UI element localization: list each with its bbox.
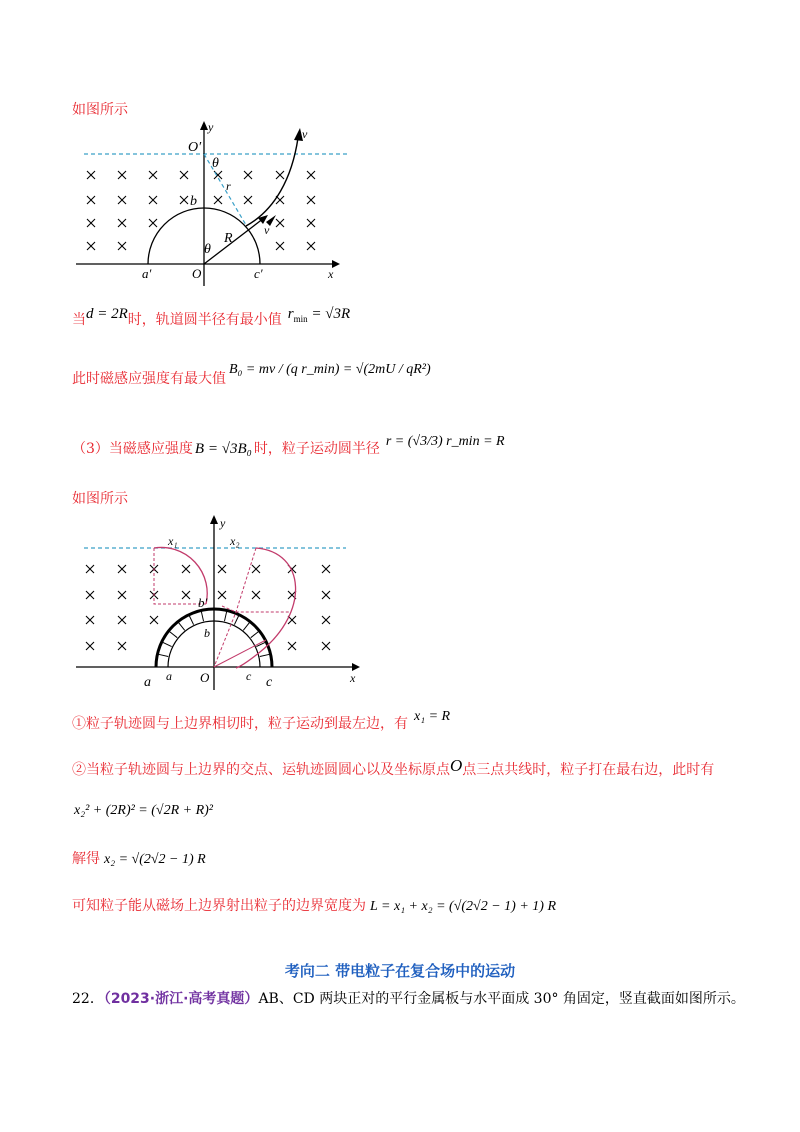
part3-mid-text: 时，粒子运动圆半径: [253, 441, 380, 457]
item-2-text-a: ②当粒子轨迹圆与上边界的交点、运轨迹圆圆心以及坐标原点: [72, 762, 450, 778]
item-2-line: [72, 756, 715, 779]
fig2-b-prime-label: b′: [198, 595, 208, 610]
fig2-origin-label: O: [200, 670, 210, 685]
conclusion-line: [72, 897, 556, 916]
conclusion-text: 可知粒子能从磁场上边界射出粒子的边界宽度为: [72, 898, 366, 914]
fig1-y-label: y: [208, 120, 214, 134]
fig2-c-inner-label: c: [246, 669, 252, 683]
max-field-line: [72, 370, 226, 388]
item-1-text: ①粒子轨迹圆与上边界相切时，粒子运动到最左边，有: [72, 716, 408, 732]
x1-equals-R: x₁ = R: [414, 709, 451, 724]
x2-solution: x₂ = √(2√2 − 1) R: [104, 852, 206, 867]
r-equals-R-formula: r = (√3/3) r_min = R: [385, 434, 505, 449]
fig2-a-outer-label: a: [144, 675, 151, 690]
fig1-r-label: r: [226, 179, 231, 193]
figure-2-boundary-width: [70, 512, 370, 692]
fig2-a-inner-label: a: [166, 669, 172, 683]
fig2-y-label: y: [220, 516, 226, 530]
boundary-width-formula: L = x₁ + x₂ = (√(2√2 − 1) + 1) R: [370, 899, 556, 914]
r-min-subscript: min: [293, 314, 308, 324]
d-equals-2R: d = 2R: [86, 306, 128, 322]
solve-prefix: 解得: [72, 851, 100, 867]
part3-prefix: （3）当磁感应强度: [72, 441, 193, 457]
b-equals-root3-b0: B = √3B₀: [194, 441, 252, 457]
fig1-b-label: b: [190, 194, 197, 209]
fig1-c-prime-label: c′: [254, 266, 263, 281]
fig1-R-label: R: [224, 231, 233, 246]
b0-formula: [229, 348, 431, 377]
fig1-origin-label: O: [192, 266, 202, 281]
fig1-a-prime-label: a′: [142, 266, 152, 281]
figure-1-magnetic-field: [70, 118, 350, 288]
max-field-prefix: 此时磁感应强度有最大值: [72, 371, 226, 387]
min-radius-mid-text: 时，轨道圆半径有最小值: [127, 312, 282, 328]
question-22-line: [72, 990, 745, 1008]
r-min-symbol: r: [287, 306, 294, 322]
b0-formula-text: B₀ = mv / (q r_min) = √(2mU / qR²): [229, 362, 431, 377]
point-O-symbol: O: [450, 756, 463, 775]
pythagorean-equation: x₂² + (2R)² = (√2R + R)²: [74, 803, 214, 818]
fig1-theta-top-label: θ: [212, 156, 219, 171]
part3-line: [72, 434, 505, 459]
r-min-value: = √3R: [307, 306, 351, 322]
section-heading: 考向二 带电粒子在复合场中的运动: [284, 962, 516, 980]
fig2-b-label: b: [204, 626, 210, 640]
fig1-theta-bottom-label: θ: [204, 242, 211, 257]
solve-line: [72, 850, 206, 869]
question-number: 22．: [72, 991, 104, 1007]
fig1-v-start-label: v: [264, 223, 270, 237]
fig2-x-label: x: [350, 671, 356, 685]
item-2-text-b: 点三点共线时，粒子打在最右边，此时有: [462, 762, 715, 778]
item-1-line: [72, 709, 451, 734]
min-radius-prefix: 当: [72, 312, 86, 328]
as-shown-label-1: 如图所示: [72, 102, 128, 118]
question-text: AB、CD 两块正对的平行金属板与水平面成 30° 角固定，竖直截面如图所示。: [258, 991, 745, 1007]
min-radius-line: [72, 306, 351, 334]
as-shown-label-2: 如图所示: [72, 491, 128, 507]
question-source-tag: （2023·浙江·高考真题）: [103, 991, 259, 1007]
fig1-x-label: x: [328, 267, 334, 281]
fig2-c-outer-label: c: [266, 675, 273, 690]
fig1-o-prime-label: O′: [188, 140, 202, 155]
fig1-v-end-label: v: [302, 127, 308, 141]
fig2-x1-label: x₁: [168, 534, 178, 548]
fig2-x2-label: x₂: [230, 534, 240, 548]
